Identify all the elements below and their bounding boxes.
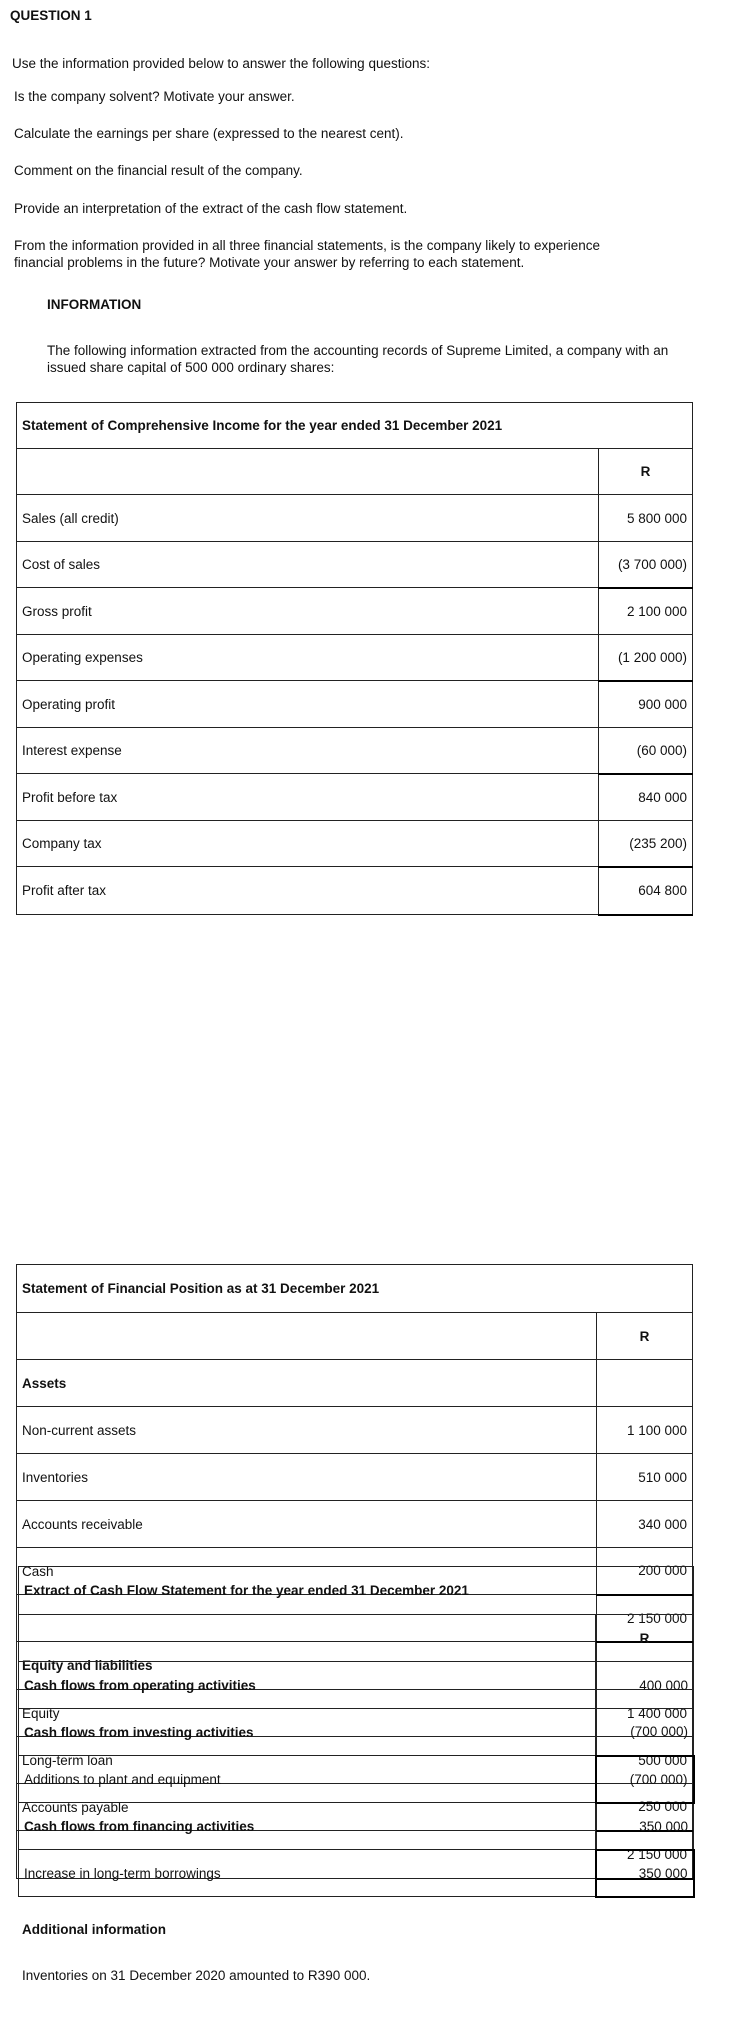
question-cash-flow: Provide an interpretation of the extract of the cash flow statement.: [14, 201, 408, 216]
additions-label: Additions to plant and equipment: [19, 1756, 596, 1803]
table-cell-empty: [17, 449, 599, 495]
financing-label: Cash flows from financing activities: [19, 1803, 596, 1850]
row-value: (60 000): [599, 728, 693, 774]
row-label: Operating profit: [17, 681, 599, 728]
question-intro: Use the information provided below to answer the following questions:: [12, 56, 430, 71]
row-value: 1 100 000: [597, 1407, 693, 1454]
row-value: 250 000: [597, 1784, 693, 1831]
question-eps: Calculate the earnings per share (expressed to the nearest cent).: [14, 126, 404, 141]
operating-label: Cash flows from operating activities: [19, 1662, 596, 1709]
row-value: 604 800: [599, 867, 693, 915]
question-financial-result: Comment on the financial result of the company.: [14, 163, 303, 178]
assets-heading: Assets: [17, 1360, 597, 1407]
row-label: Accounts receivable: [17, 1501, 597, 1548]
row-label: Non-current assets: [17, 1407, 597, 1454]
row-value: (1 200 000): [599, 635, 693, 681]
question-future-problems: From the information provided in all three financial statements, is the company likely to experience financial problems in the future? Motivate your answer by referring to each statement.: [14, 238, 601, 270]
row-label: Cash: [17, 1548, 597, 1595]
income-statement-table: [16, 402, 693, 916]
cash-flow-title: Extract of Cash Flow Statement for the year ended 31 December 2021: [19, 1567, 694, 1615]
additions-value: (700 000): [596, 1756, 694, 1803]
information-text: The following information extracted from the accounting records of Supreme Limited, a company with an issued share capital of 500 000 ordinary shares:: [47, 343, 669, 375]
additional-info-heading: Additional information: [22, 1922, 166, 1937]
cash-flow-table: [18, 1566, 695, 1898]
row-value: (235 200): [599, 821, 693, 867]
investing-label: Cash flows from investing activities: [19, 1709, 596, 1756]
row-label: Inventories: [17, 1454, 597, 1501]
financial-position-title: Statement of Financial Position as at 31 December 2021: [17, 1265, 693, 1313]
row-label: Profit after tax: [17, 867, 599, 915]
row-value: 500 000: [597, 1737, 693, 1784]
table-cell-empty: [19, 1615, 596, 1662]
row-value: 5 800 000: [599, 495, 693, 542]
row-label: Long-term loan: [17, 1737, 597, 1784]
operating-value: 400 000: [596, 1662, 694, 1709]
row-label: Gross profit: [17, 588, 599, 635]
currency-header: R: [599, 449, 693, 495]
financing-value: 350 000: [596, 1803, 694, 1850]
row-value: 510 000: [597, 1454, 693, 1501]
row-label: Operating expenses: [17, 635, 599, 681]
row-label: Profit before tax: [17, 774, 599, 821]
information-heading: INFORMATION: [47, 297, 142, 312]
equity-liabilities-heading: Equity and liabilities: [17, 1642, 597, 1690]
equity-total: 2 150 000: [597, 1831, 693, 1879]
row-value: 900 000: [599, 681, 693, 728]
row-value: 2 100 000: [599, 588, 693, 635]
question-solvency: Is the company solvent? Motivate your answer.: [14, 89, 295, 104]
row-value: 840 000: [599, 774, 693, 821]
income-statement-title: Statement of Comprehensive Income for the year ended 31 December 2021: [17, 403, 693, 449]
row-value: (3 700 000): [599, 542, 693, 588]
row-label: Cost of sales: [17, 542, 599, 588]
assets-total: 2 150 000: [597, 1595, 693, 1642]
currency-header: R: [597, 1313, 693, 1360]
row-label: Company tax: [17, 821, 599, 867]
row-value: 1 400 000: [597, 1690, 693, 1737]
row-value: 200 000: [597, 1548, 693, 1595]
row-label: Accounts payable: [17, 1784, 597, 1831]
table-cell-empty: [597, 1360, 693, 1407]
currency-header: R: [596, 1615, 694, 1662]
borrowings-value: 350 000: [596, 1850, 694, 1897]
row-label: Interest expense: [17, 728, 599, 774]
row-label: Equity: [17, 1690, 597, 1737]
table-cell-empty: [17, 1313, 597, 1360]
investing-value: (700 000): [596, 1709, 694, 1756]
question-heading: QUESTION 1: [10, 8, 92, 23]
row-label: Sales (all credit): [17, 495, 599, 542]
row-value: 340 000: [597, 1501, 693, 1548]
borrowings-label: Increase in long-term borrowings: [19, 1850, 596, 1897]
additional-info-text: Inventories on 31 December 2020 amounted to R390 000.: [22, 1968, 371, 1983]
